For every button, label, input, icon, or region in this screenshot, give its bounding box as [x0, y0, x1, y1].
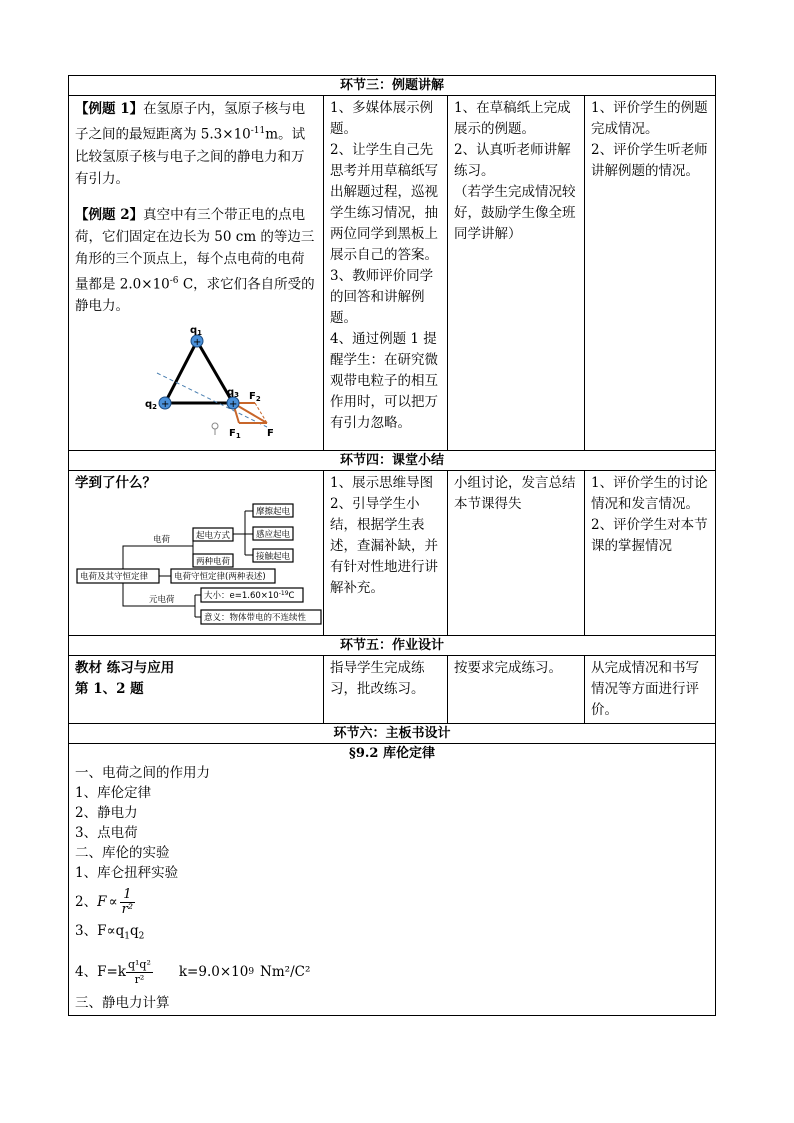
board-line: 一、电荷之间的作用力	[75, 765, 210, 781]
example2	[75, 204, 317, 318]
section5-evaluation: 从完成情况和书写情况等方面进行评价。	[585, 656, 716, 724]
section4-teacher	[324, 471, 448, 636]
section5-student: 按要求完成练习。	[448, 656, 585, 724]
mindmap-methods: 起电方式	[196, 531, 231, 541]
teacher-step: 1、展示思维导图	[330, 475, 434, 491]
label-F: F	[267, 428, 274, 439]
board-line: 1、库仑扭秤实验	[75, 865, 179, 881]
board-line: 二、库伦的实验	[75, 845, 170, 861]
example2-exponent: -6	[169, 275, 179, 286]
board-design	[69, 744, 716, 1016]
mindmap-root: 电荷及其守恒定律	[80, 572, 149, 582]
example2-tail: C，求它们各自所受的静电力。	[75, 276, 315, 314]
example2-text: 真空中有三个带正电的点电荷，它们固定在边长为 50 cm 的等边三角形的三个顶点上，每个点电荷的电荷量都是 2.0×10	[75, 206, 315, 292]
section3-evaluation	[585, 96, 716, 451]
mindmap-law: 电荷守恒定律(两种表述)	[174, 572, 266, 582]
board-line: 1、库伦定律	[75, 785, 152, 801]
board-title: §9.2 库伦定律	[349, 746, 435, 761]
student-step: 小组讨论，发言总结本节课得失	[454, 475, 576, 512]
section3-examples	[69, 96, 324, 451]
evaluation-item: 2、评价学生听老师讲解例题的情况。	[591, 142, 708, 179]
lesson-plan-table	[68, 75, 716, 1016]
example1-exponent: -11	[250, 126, 266, 136]
teacher-step: 4、通过例题 1 提醒学生：在研究微观带电粒子的相互作用时，可以把万有引力忽略。	[330, 331, 438, 431]
example1-tag: 【例题 1】	[75, 101, 144, 117]
mindmap-friction: 摩擦起电	[256, 507, 291, 517]
mindmap-elementary: 元电荷	[149, 595, 175, 605]
label-F2: $F_2$	[249, 391, 261, 403]
inverse-square-fraction: $\frac{1}{\text{r²}}$	[121, 886, 134, 917]
evaluation-item: 1、评价学生的讨论情况和发言情况。2、评价学生对本节课的掌握情况	[591, 475, 708, 554]
mindmap-induction: 感应起电	[256, 530, 291, 540]
board-line: 3、点电荷	[75, 825, 138, 841]
student-step: 1、在草稿纸上完成展示的例题。	[454, 100, 571, 137]
teacher-step: 3、教师评价同学的回答和讲解例题。	[330, 268, 434, 326]
example1-tail: m。试比较氢原子核与电子之间的静电力和万有引力。	[75, 126, 306, 187]
svg-text:+: +	[161, 399, 170, 410]
board-line-charge-product: 3、$F\propto q_1q_2$	[75, 923, 145, 942]
board-line-proportional: 2、 F ∝ $\frac{1}{\text{r²}}$	[75, 886, 134, 917]
section3-title: 环节三：例题讲解	[69, 76, 716, 96]
evaluation-item: 1、评价学生的例题完成情况。	[591, 100, 708, 137]
homework-textbook: 教材 练习与应用	[75, 660, 175, 676]
teacher-step: 2、让学生自己先思考并用草稿纸写出解题过程，巡视学生练习情况，抽两位同学到黑板上展示自己的答案。	[330, 142, 438, 263]
mindmap-meaning: 意义：物体带电的不连续性	[204, 613, 307, 623]
mindmap-two-kinds: 两种电荷	[196, 557, 231, 567]
section4-student	[448, 471, 585, 636]
example2-tag: 【例题 2】	[75, 206, 144, 223]
svg-text:+: +	[229, 399, 238, 410]
label-q2: $q_2$	[145, 399, 158, 411]
example1-text: 在氢原子内，氢原子核与电子之间的最短距离为 5.3×10	[75, 101, 306, 143]
student-step: （若学生完成情况较好，鼓励学生像全班同学讲解）	[454, 184, 576, 242]
example1	[75, 98, 317, 190]
label-q3: $q_3$	[227, 387, 240, 399]
teacher-step: 1、多媒体展示例题。	[330, 100, 434, 137]
section3-teacher	[324, 96, 448, 451]
board-line: 三、静电力计算	[75, 994, 170, 1011]
svg-text:+: +	[193, 337, 202, 348]
section5-content	[69, 656, 324, 724]
homework-questions: 第 1、2 题	[75, 681, 144, 697]
section4-title: 环节四：课堂小结	[69, 451, 716, 471]
triangle-charges-figure	[127, 323, 287, 441]
section4-summary	[69, 471, 324, 636]
section5-teacher: 指导学生完成练习，批改练习。	[324, 656, 448, 724]
mindmap-contact: 接触起电	[256, 552, 291, 562]
board-line-coulomb-formula: 4、F=k $\frac{\text{q¹q²}}{\text{r²}}$ k=9.0×10 9 Nm²/C²	[75, 958, 311, 987]
mindmap-size: 大小：$e=1.60\times 10^{-19}C$	[204, 590, 295, 601]
section3-student	[448, 96, 585, 451]
summary-heading: 学到了什么？	[75, 475, 156, 491]
teacher-step: 2、引导学生小结，根据学生表述，查漏补缺，并有针对性地进行讲解补充。	[330, 496, 438, 596]
label-q1: $q_1$	[190, 325, 203, 337]
section4-evaluation	[585, 471, 716, 636]
section5-title: 环节五：作业设计	[69, 636, 716, 656]
section6-title: 环节六：主板书设计	[69, 724, 716, 744]
board-line: 2、静电力	[75, 805, 138, 821]
coulomb-fraction: $\frac{\text{q¹q²}}{\text{r²}}$	[127, 958, 151, 987]
label-F1: $F_1$	[229, 428, 241, 440]
mindmap-charge: 电荷	[153, 535, 171, 545]
student-step: 2、认真听老师讲解练习。	[454, 142, 571, 179]
mind-map	[75, 498, 325, 628]
